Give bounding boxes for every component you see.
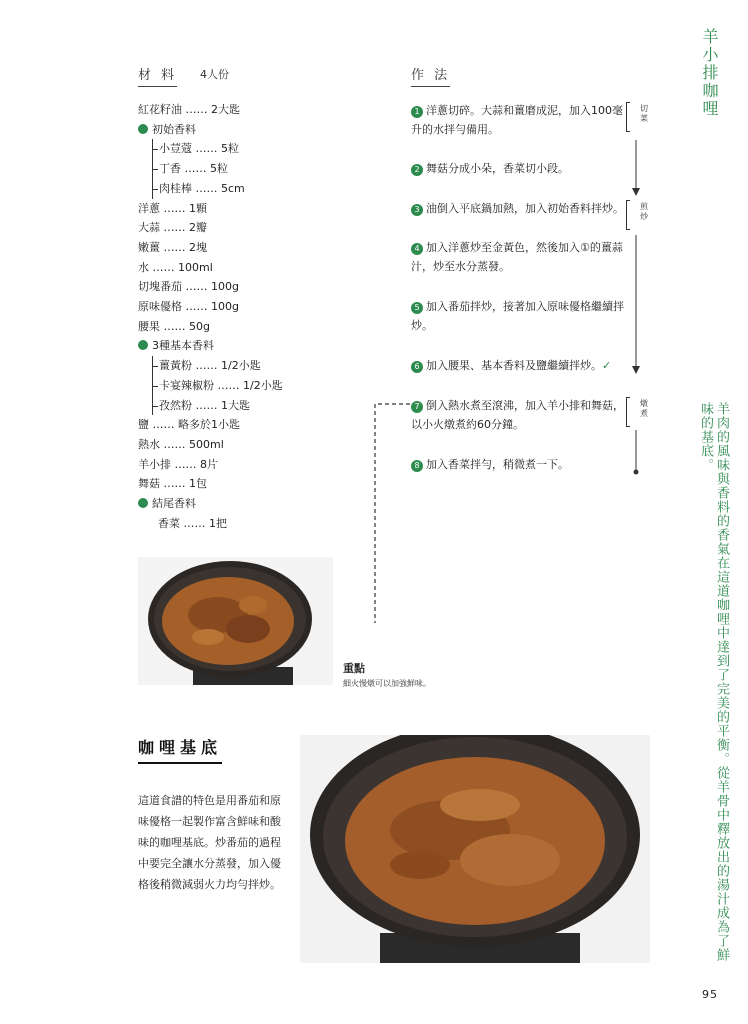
step-number-badge: 6 [411,361,423,373]
ingredient-item: 大蒜 …… 2瓣 [138,221,207,235]
ingredient-item: 原味優格 …… 100g [138,300,239,314]
tip-title: 重點 [343,662,365,675]
recipe-title: 羊小排咖哩 [700,28,719,118]
ingredient-item: 丁香 …… 5粒 [159,159,338,179]
dashed-connector [370,398,415,628]
bullet-dot-icon [138,124,148,134]
ingredient-item: 香菜 …… 1把 [158,516,227,530]
bullet-dot-icon [138,340,148,350]
ingredient-item: 羊小排 …… 8片 [138,457,218,471]
ingredient-item: 水 …… 100ml [138,260,213,274]
tip-text: 細火慢燉可以加強鮮味。 [343,679,431,688]
ingredient-item: 洋蔥 …… 1顆 [138,201,207,215]
step-number-badge: 3 [411,204,423,216]
step-text: 倒入熱水煮至滾沸，加入羊小排和舞菇，以小火燉煮約60分鐘。 [411,399,624,431]
ingredient-item: 肉桂棒 …… 5cm [159,179,338,199]
curry-pan-icon [138,557,333,685]
ingredient-item: 鹽 …… 略多於1小匙 [138,418,240,432]
ingredient-item: 腰果 …… 50g [138,319,210,333]
ingredient-list [138,100,338,533]
ingredient-group-header: 結尾香料 [138,494,338,514]
step-5 [411,297,625,335]
step-text: 舞菇分成小朵，香菜切小段。 [426,162,569,175]
step-number-badge: 2 [411,164,423,176]
ingredient-item: 切塊番茄 …… 100g [138,280,239,294]
recipe-description: 羊肉的風味與香料的香氣在這道咖哩中達到了完美的平衡。從羊骨中釋放出的湯汁成為了鮮味的基底。 [698,402,729,962]
phase-label-fry: 煎炒 [640,202,648,221]
curry-base-title: 咖哩基底 [138,735,222,764]
curry-base-text: 這道食譜的特色是用番茄和原味優格一起製作富含鮮味和酸味的咖哩基底。炒番茄的過程中要完全讓水分蒸發，加入優格後稍微減弱火力均勻拌炒。 [138,794,281,891]
step-6 [411,356,625,375]
step-number-badge: 5 [411,302,423,314]
step-4 [411,238,625,276]
page-number: 95 [702,988,718,1001]
step-2 [411,159,625,178]
step-number-badge: 7 [411,401,423,413]
step-1 [411,101,625,139]
step-8 [411,455,625,474]
ingredient-item: 小荳蔻 …… 5粒 [159,139,338,159]
ingredient-item: 熱水 …… 500ml [138,437,224,451]
timeline-arrows-icon [628,100,648,480]
phase-label-cut: 切菜 [640,104,648,123]
phase-label-simmer: 燉煮 [640,399,648,418]
step-number-badge: 8 [411,460,423,472]
ingredient-item: 嫩薑 …… 2塊 [138,240,207,254]
step-text: 加入腰果、基本香料及鹽繼續拌炒。 [426,359,602,372]
ingredient-item: 孜然粉 …… 1大匙 [159,396,338,416]
ingredient-item: 舞菇 …… 1包 [138,477,207,491]
ingredient-subgroup [152,139,338,198]
ingredient-item: 卡宴辣椒粉 …… 1/2小匙 [159,376,338,396]
step-text: 加入香菜拌勻，稍微煮一下。 [426,458,569,471]
ingredient-item: 薑黃粉 …… 1/2小匙 [159,356,338,376]
bullet-dot-icon [138,498,148,508]
ingredient-subgroup [152,356,338,415]
servings-label: 4人份 [200,68,229,81]
step-7 [411,396,625,434]
ingredient-item: 紅花籽油 …… 2大匙 [138,103,240,116]
step-text: 油倒入平底鍋加熱，加入初始香料拌炒。 [426,202,624,215]
step-3 [411,199,625,218]
curry-base-photo [300,735,650,963]
step-text: 加入番茄拌炒，接著加入原味優格繼續拌炒。 [411,300,624,332]
step-text: 洋蔥切碎。大蒜和薑磨成泥，加入100毫升的水拌勻備用。 [411,104,623,136]
step-number-badge: 4 [411,243,423,255]
step-number-badge: 1 [411,106,423,118]
method-heading: 作 法 [411,64,450,87]
curry-simmer-photo [138,557,333,685]
step-text: 加入洋蔥炒至金黃色，然後加入①的薑蒜汁，炒至水分蒸發。 [411,241,623,273]
ingredient-group-header: 初始香料 [138,120,338,140]
ingredient-group-header: 3種基本香料 [138,336,338,356]
curry-base-pan-icon [300,735,650,963]
ingredients-heading: 材 料 [138,64,177,87]
check-mark-icon: ✓ [602,359,612,372]
